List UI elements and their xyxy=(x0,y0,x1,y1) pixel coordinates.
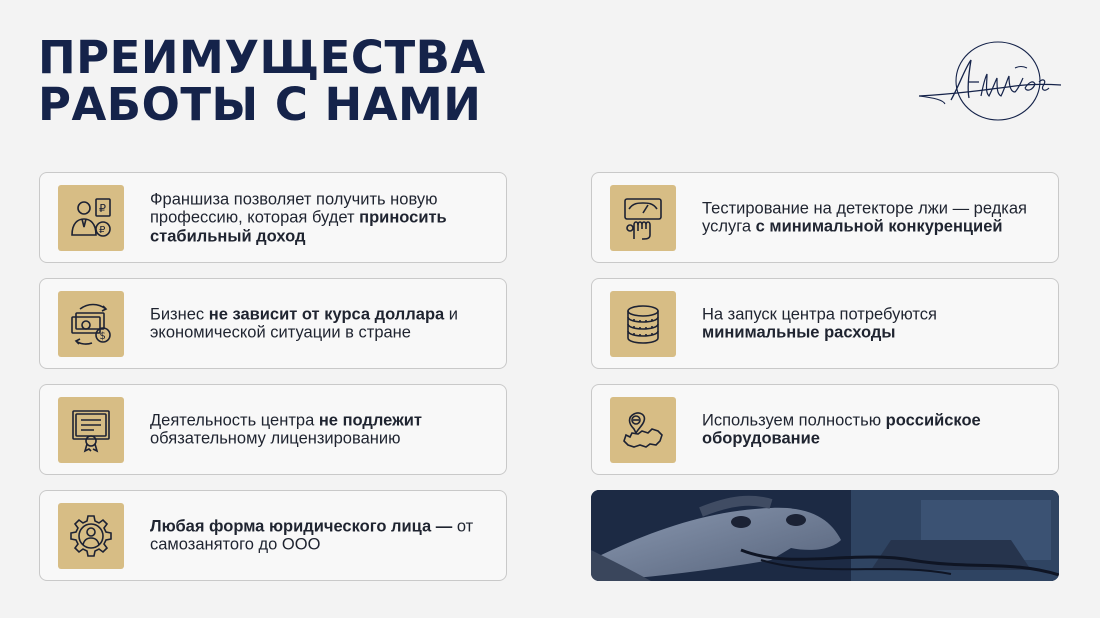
polygraph-photo xyxy=(591,490,1059,581)
card-text: На запуск центра потребуются минимальные расходы xyxy=(702,305,937,342)
money-exchange-icon xyxy=(58,291,124,357)
card-legal-entity xyxy=(39,490,507,581)
businessman-money-icon xyxy=(58,185,124,251)
card-equipment xyxy=(591,384,1059,475)
svg-text:$: $ xyxy=(99,331,106,342)
card-text: Бизнес не зависит от курса доллара и экономической ситуации в стране xyxy=(150,305,459,342)
card-costs xyxy=(591,278,1059,369)
page-title-line2: РАБОТЫ С НАМИ xyxy=(38,78,482,131)
card-text: Тестирование на детекторе лжи — редкая услуга с минимальной конкуренцией xyxy=(702,199,1027,236)
gear-person-icon xyxy=(58,503,124,569)
card-text-bold: с минимальной конкуренцией xyxy=(755,217,1003,236)
card-text: Франшиза позволяет получить новую профессию, которая будет приносить стабильный доход xyxy=(150,189,447,245)
card-text: Любая форма юридического лица — от самозанятого до ООО xyxy=(150,517,474,554)
card-text: Используем полностью российское оборудование xyxy=(702,411,981,448)
card-polygraph xyxy=(591,172,1059,263)
card-text-bold: не зависит от курса доллара xyxy=(208,305,445,323)
card-licensing xyxy=(39,384,507,475)
russia-map-pin-icon xyxy=(610,397,676,463)
page-title xyxy=(38,31,486,131)
certificate-icon xyxy=(58,397,124,463)
card-franchise xyxy=(39,172,507,263)
card-text-bold: российское оборудование xyxy=(702,411,981,448)
polygraph-fingerprint-icon xyxy=(610,185,676,251)
card-currency xyxy=(39,278,507,369)
svg-text:₽: ₽ xyxy=(99,225,106,236)
card-text-bold: приносить стабильный доход xyxy=(150,208,447,245)
coins-stack-icon xyxy=(610,291,676,357)
svg-text:₽: ₽ xyxy=(99,202,106,215)
page-title-line1: ПРЕИМУЩЕСТВА xyxy=(38,31,486,84)
signature-logo xyxy=(915,38,1063,124)
card-text-bold: не подлежит xyxy=(318,411,423,429)
card-text: Деятельность центра не подлежит обязательному лицензированию xyxy=(150,411,423,448)
card-text-bold: Любая форма юридического лица — xyxy=(150,517,453,535)
card-text-bold: минимальные расходы xyxy=(702,323,896,342)
